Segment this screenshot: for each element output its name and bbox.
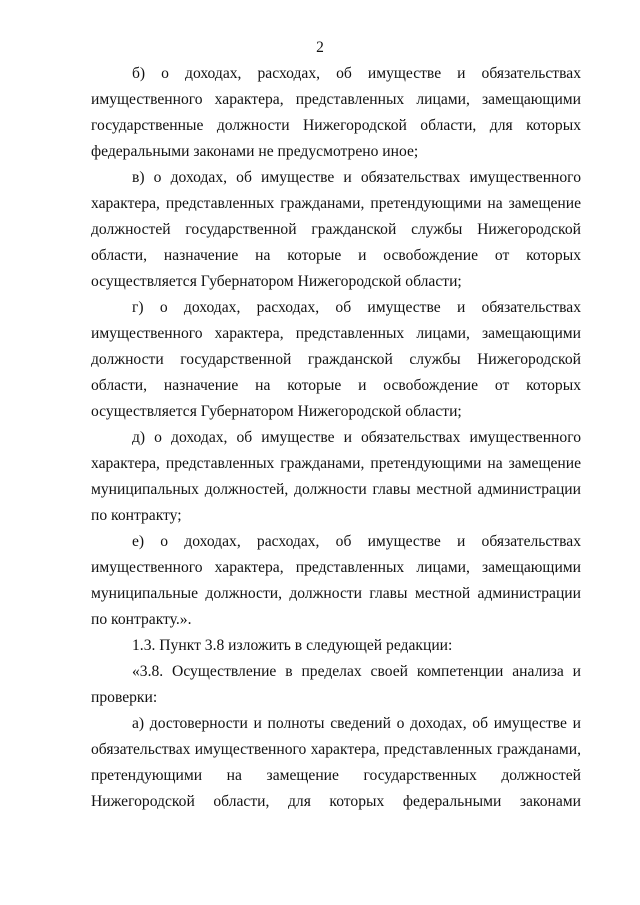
paragraph-e: е) о доходах, расходах, об имуществе и обязательствах имущественного характера, представленных лицами, замещающими муниципальные должности, должности главы местной администрации по контракту.». xyxy=(91,533,581,628)
paragraph-a: а) достоверности и полноты сведений о доходах, об имуществе и обязательствах имущественного характера, представленных гражданами, претендующими на замещение государственных должностей Нижегородской области, для которых федеральными законами xyxy=(91,715,581,810)
paragraph-v: в) о доходах, об имуществе и обязательствах имущественного характера, представленных гражданами, претендующими на замещение должностей государственной гражданской службы Нижегородской области, назначение на которые и освобождение от которых осуществляется Губернатором Нижегородской области; xyxy=(91,169,581,290)
paragraph-d: д) о доходах, об имуществе и обязательствах имущественного характера, представленных гражданами, претендующими на замещение муниципальных должностей, должности главы местной администрации по контракту; xyxy=(91,429,581,524)
page-number: 2 xyxy=(316,39,324,56)
paragraph-b: б) о доходах, расходах, об имуществе и обязательствах имущественного характера, представленных лицами, замещающими государственные должности Нижегородской области, для которых федеральными законами не предусмотрено иное; xyxy=(91,65,581,160)
document-body xyxy=(91,61,581,815)
paragraph-3-8: «3.8. Осуществление в пределах своей компетенции анализа и проверки: xyxy=(91,663,581,706)
paragraph-g: г) о доходах, расходах, об имуществе и обязательствах имущественного характера, представленных лицами, замещающими должности государственной гражданской службы Нижегородской области, назначение на которые и освобождение от которых осуществляется Губернатором Нижегородской области; xyxy=(91,299,581,420)
paragraph-1-3: 1.3. Пункт 3.8 изложить в следующей редакции: xyxy=(132,637,453,654)
